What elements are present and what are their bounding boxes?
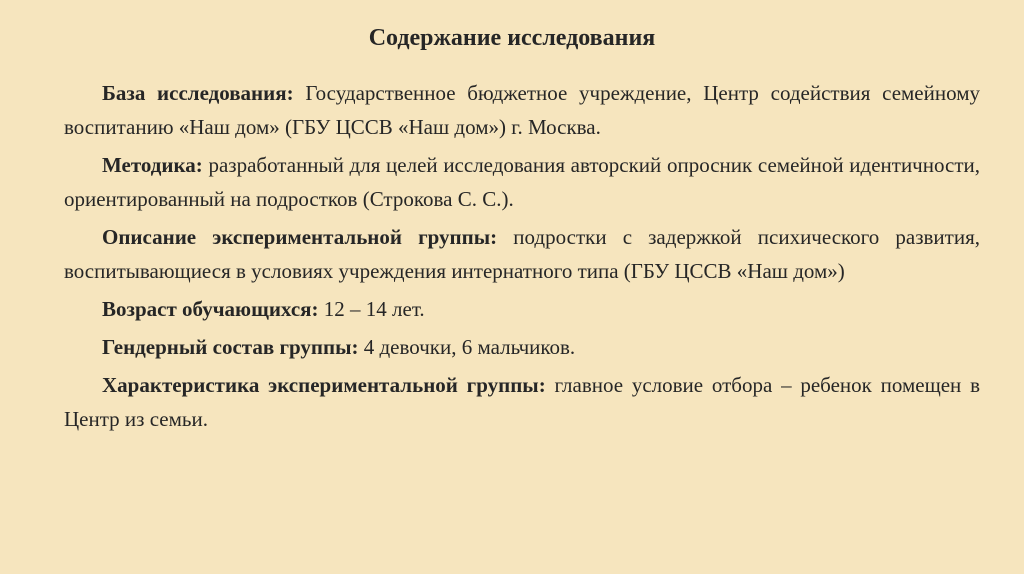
paragraph-text: Государственное бюджетное учреждение, Центр содействия семейному воспитанию «Наш дом» (ГБУ ЦССВ «Наш дом») г. Москва. <box>64 81 980 139</box>
paragraph-research-base <box>64 76 980 144</box>
paragraph-label: Возраст обучающихся: <box>102 297 319 321</box>
paragraph-label: Характеристика экспериментальной группы: <box>102 373 546 397</box>
paragraph-group-characteristics <box>64 368 980 436</box>
paragraph-age <box>64 292 980 326</box>
paragraph-text: главное условие отбора – ребенок помещен в Центр из семьи. <box>64 373 980 431</box>
paragraph-label: Методика: <box>102 153 203 177</box>
paragraph-label: Описание экспериментальной группы: <box>102 225 498 249</box>
paragraph-group-description <box>64 220 980 288</box>
paragraph-gender <box>64 330 980 364</box>
paragraph-text: 12 – 14 лет. <box>318 297 425 321</box>
slide-content <box>64 76 980 440</box>
paragraph-text: разработанный для целей исследования авторский опросник семейной идентичности, ориентированный на подростков (Строкова С. С.). <box>64 153 980 211</box>
paragraph-text: подростки с задержкой психического развития, воспитывающиеся в условиях учреждения интернатного типа (ГБУ ЦССВ «Наш дом») <box>64 225 980 283</box>
paragraph-label: База исследования: <box>102 81 294 105</box>
paragraph-label: Гендерный состав группы: <box>102 335 359 359</box>
slide-title: Содержание исследования <box>368 25 656 51</box>
paragraph-methodology <box>64 148 980 216</box>
paragraph-text: 4 девочки, 6 мальчиков. <box>358 335 576 359</box>
